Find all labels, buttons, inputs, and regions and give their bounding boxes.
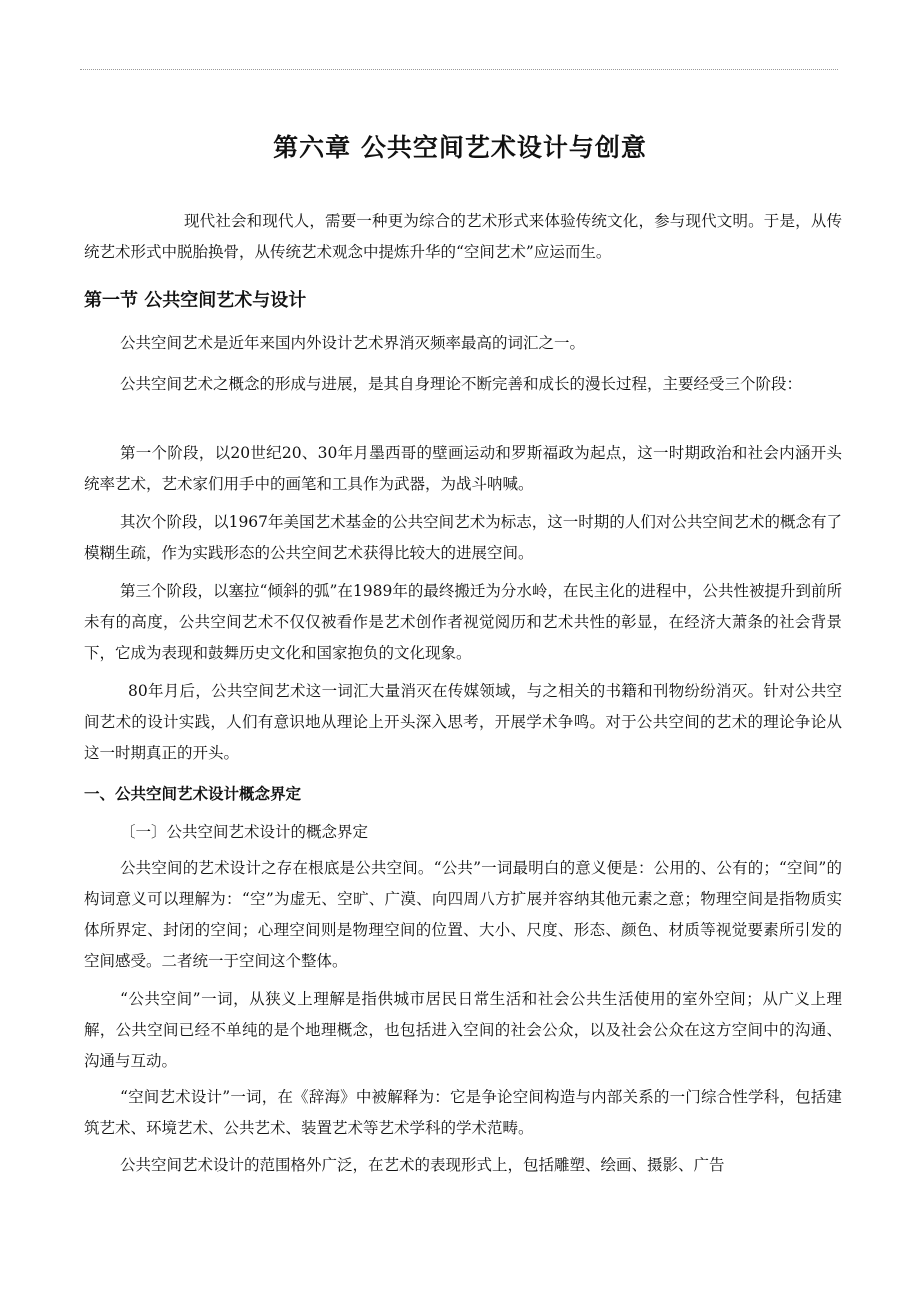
paragraph: 公共空间的艺术设计之存在根底是公共空间。“公共”一词最明白的意义便是：公用的、公有的；“空间”的构词意义可以理解为：“空”为虚无、空旷、广漠、向四周八方扩展并容纳其他元素之意；物理空间是指物质实体所界定、封闭的空间；心理空间则是物理空间的位置、大小、尺度、形态、颜色、材质等视觉要素所引发的空间感受。二者统一于空间这个整体。 — [84, 859, 842, 970]
paragraph: 公共空间艺术是近年来国内外设计艺术界消灭频率最高的词汇之一。 — [120, 334, 586, 352]
intro-paragraph: 现代社会和现代人，需要一种更为综合的艺术形式来体验传统文化，参与现代文明。于是，从传统艺术形式中脱胎换骨，从传统艺术观念中提炼升华的“空间艺术”应运而生。 — [84, 212, 842, 261]
paragraph: 第三个阶段，以塞拉“倾斜的弧”在1989年的最终搬迁为分水岭，在民主化的进程中，公共性被提升到前所未有的高度，公共空间艺术不仅仅被看作是艺术创作者视觉阅历和艺术共性的彰显，在经济大萧条的社会背景下，它成为表现和鼓舞历史文化和国家抱负的文化现象。 — [84, 582, 842, 662]
paragraph: 80年月后，公共空间艺术这一词汇大量消灭在传媒领域，与之相关的书籍和刊物纷纷消灭。针对公共空间艺术的设计实践，人们有意识地从理论上开头深入思考，开展学术争鸣。对于公共空间的艺术的理论争论从这一时期真正的开头。 — [84, 682, 842, 762]
paragraph: “公共空间”一词，从狭义上理解是指供城市居民日常生活和社会公共生活使用的室外空间；从广义上理解，公共空间已经不单纯的是个地理概念，也包括进入空间的社会公众，以及社会公众在这方空间中的沟通、沟通与互动。 — [84, 990, 842, 1070]
header-divider — [80, 69, 838, 70]
subsection-heading: 〔一〕公共空间艺术设计的概念界定 — [120, 823, 369, 841]
paragraph: 第一个阶段，以20世纪20、30年月墨西哥的壁画运动和罗斯福政为起点，这一时期政治和社会内涵开头统率艺术，艺术家们用手中的画笔和工具作为武器，为战斗呐喊。 — [84, 444, 842, 493]
chapter-title: 第六章 公共空间艺术设计与创意 — [273, 133, 647, 162]
subsection-title: 一、公共空间艺术设计概念界定 — [84, 785, 302, 803]
paragraph: 其次个阶段，以1967年美国艺术基金的公共空间艺术为标志，这一时期的人们对公共空间艺术的概念有了模糊生疏，作为实践形态的公共空间艺术获得比较大的进展空间。 — [84, 513, 842, 562]
paragraph: “空间艺术设计”一词，在《辞海》中被解释为：它是争论空间构造与内部关系的一门综合性学科，包括建筑艺术、环境艺术、公共艺术、装置艺术等艺术学科的学术范畴。 — [84, 1088, 842, 1137]
section-title: 第一节 公共空间艺术与设计 — [84, 290, 307, 311]
paragraph: 公共空间艺术设计的范围格外广泛，在艺术的表现形式上，包括雕塑、绘画、摄影、广告 — [120, 1156, 725, 1174]
paragraph: 公共空间艺术之概念的形成与进展，是其自身理论不断完善和成长的漫长过程，主要经受三个阶段： — [120, 375, 803, 393]
